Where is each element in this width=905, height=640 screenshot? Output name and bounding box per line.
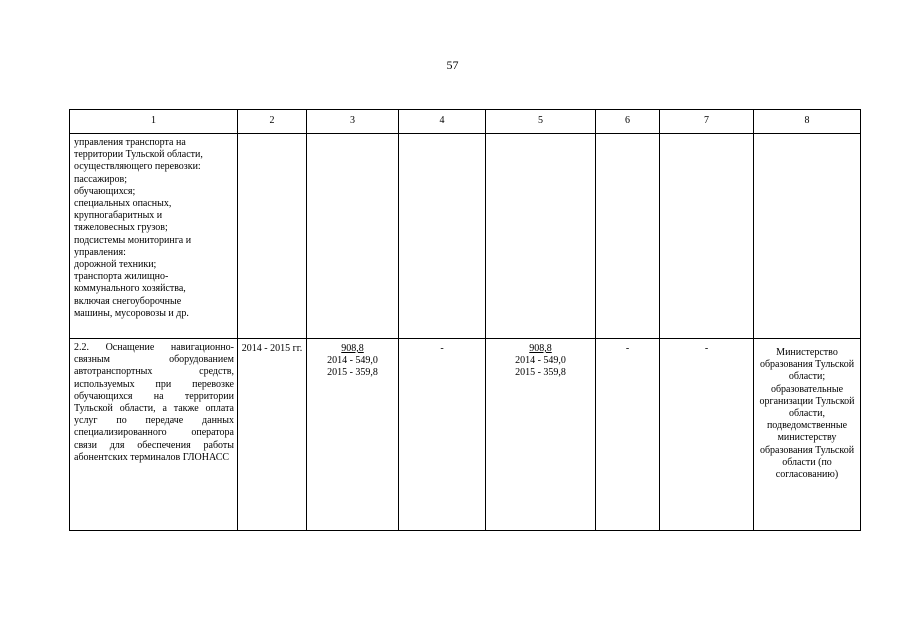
header-col-3: 3 — [307, 110, 399, 134]
text-line: подсистемы мониторинга и — [74, 234, 192, 246]
text-line: дорожной техники; — [74, 259, 157, 271]
text-line: пассажиров; — [74, 173, 127, 185]
text-line: специальных опасных, — [74, 198, 172, 210]
header-col-8: 8 — [754, 110, 861, 134]
row2-funding-total — [307, 339, 399, 531]
funding-2014-value: 2014 - 549,0 — [327, 355, 378, 367]
row2-col-6: - — [596, 339, 660, 531]
row2-responsible: Министерство образования Тульской области; образовательные организации Тульской области, подведомственные министерству образования Тульской области (по согласованию) — [754, 339, 861, 531]
text-line: транспорта жилищно- — [74, 271, 169, 283]
page-number: 57 — [446, 58, 459, 72]
text-line: тяжеловесных грузов; — [74, 222, 168, 234]
header-col-6: 6 — [596, 110, 660, 134]
row2-description: 2.2. Оснащение навигационно-связным оборудованием автотранспортных средств, используемых при перевозке обучающихся на территории Тульской области, а также оплата услуг по передаче данных специализированного оператора связи для обеспечения работы абонентских терминалов ГЛОНАСС — [70, 339, 238, 531]
text-line: управления: — [74, 246, 126, 258]
header-col-5: 5 — [486, 110, 596, 134]
text-line: включая снегоуборочные — [74, 295, 182, 307]
row2-col-7: - — [660, 339, 754, 531]
text-line: коммунального хозяйства, — [74, 283, 186, 295]
row1-col-5 — [486, 134, 596, 339]
funding-2015-value: 2015 - 359,8 — [327, 367, 378, 379]
text-line: осуществляющего перевозки: — [74, 161, 201, 173]
funding-total-value: 908,8 — [341, 343, 364, 354]
row2-period: 2014 - 2015 гг. — [238, 339, 307, 531]
text-line: территории Тульской области, — [74, 149, 203, 161]
row1-col-3 — [307, 134, 399, 339]
text-line: обучающихся; — [74, 185, 136, 197]
data-table — [69, 109, 861, 531]
text-line: управления транспорта на — [74, 137, 186, 148]
row1-col-7 — [660, 134, 754, 339]
table-row — [70, 134, 861, 339]
header-col-4: 4 — [399, 110, 486, 134]
row1-col-8 — [754, 134, 861, 339]
text-line: машины, мусоровозы и др. — [74, 307, 189, 319]
text-line: крупногабаритных и — [74, 210, 163, 222]
header-col-7: 7 — [660, 110, 754, 134]
header-col-1: 1 — [70, 110, 238, 134]
row1-description — [70, 134, 238, 339]
row2-funding-regional — [486, 339, 596, 531]
regional-2014-value: 2014 - 549,0 — [515, 355, 566, 367]
table-row — [70, 339, 861, 531]
row1-col-4 — [399, 134, 486, 339]
header-col-2: 2 — [238, 110, 307, 134]
header-row — [70, 110, 861, 134]
regional-total-value: 908,8 — [529, 343, 552, 354]
regional-2015-value: 2015 - 359,8 — [515, 367, 566, 379]
row2-col-4: - — [399, 339, 486, 531]
row1-col-2 — [238, 134, 307, 339]
row1-col-6 — [596, 134, 660, 339]
